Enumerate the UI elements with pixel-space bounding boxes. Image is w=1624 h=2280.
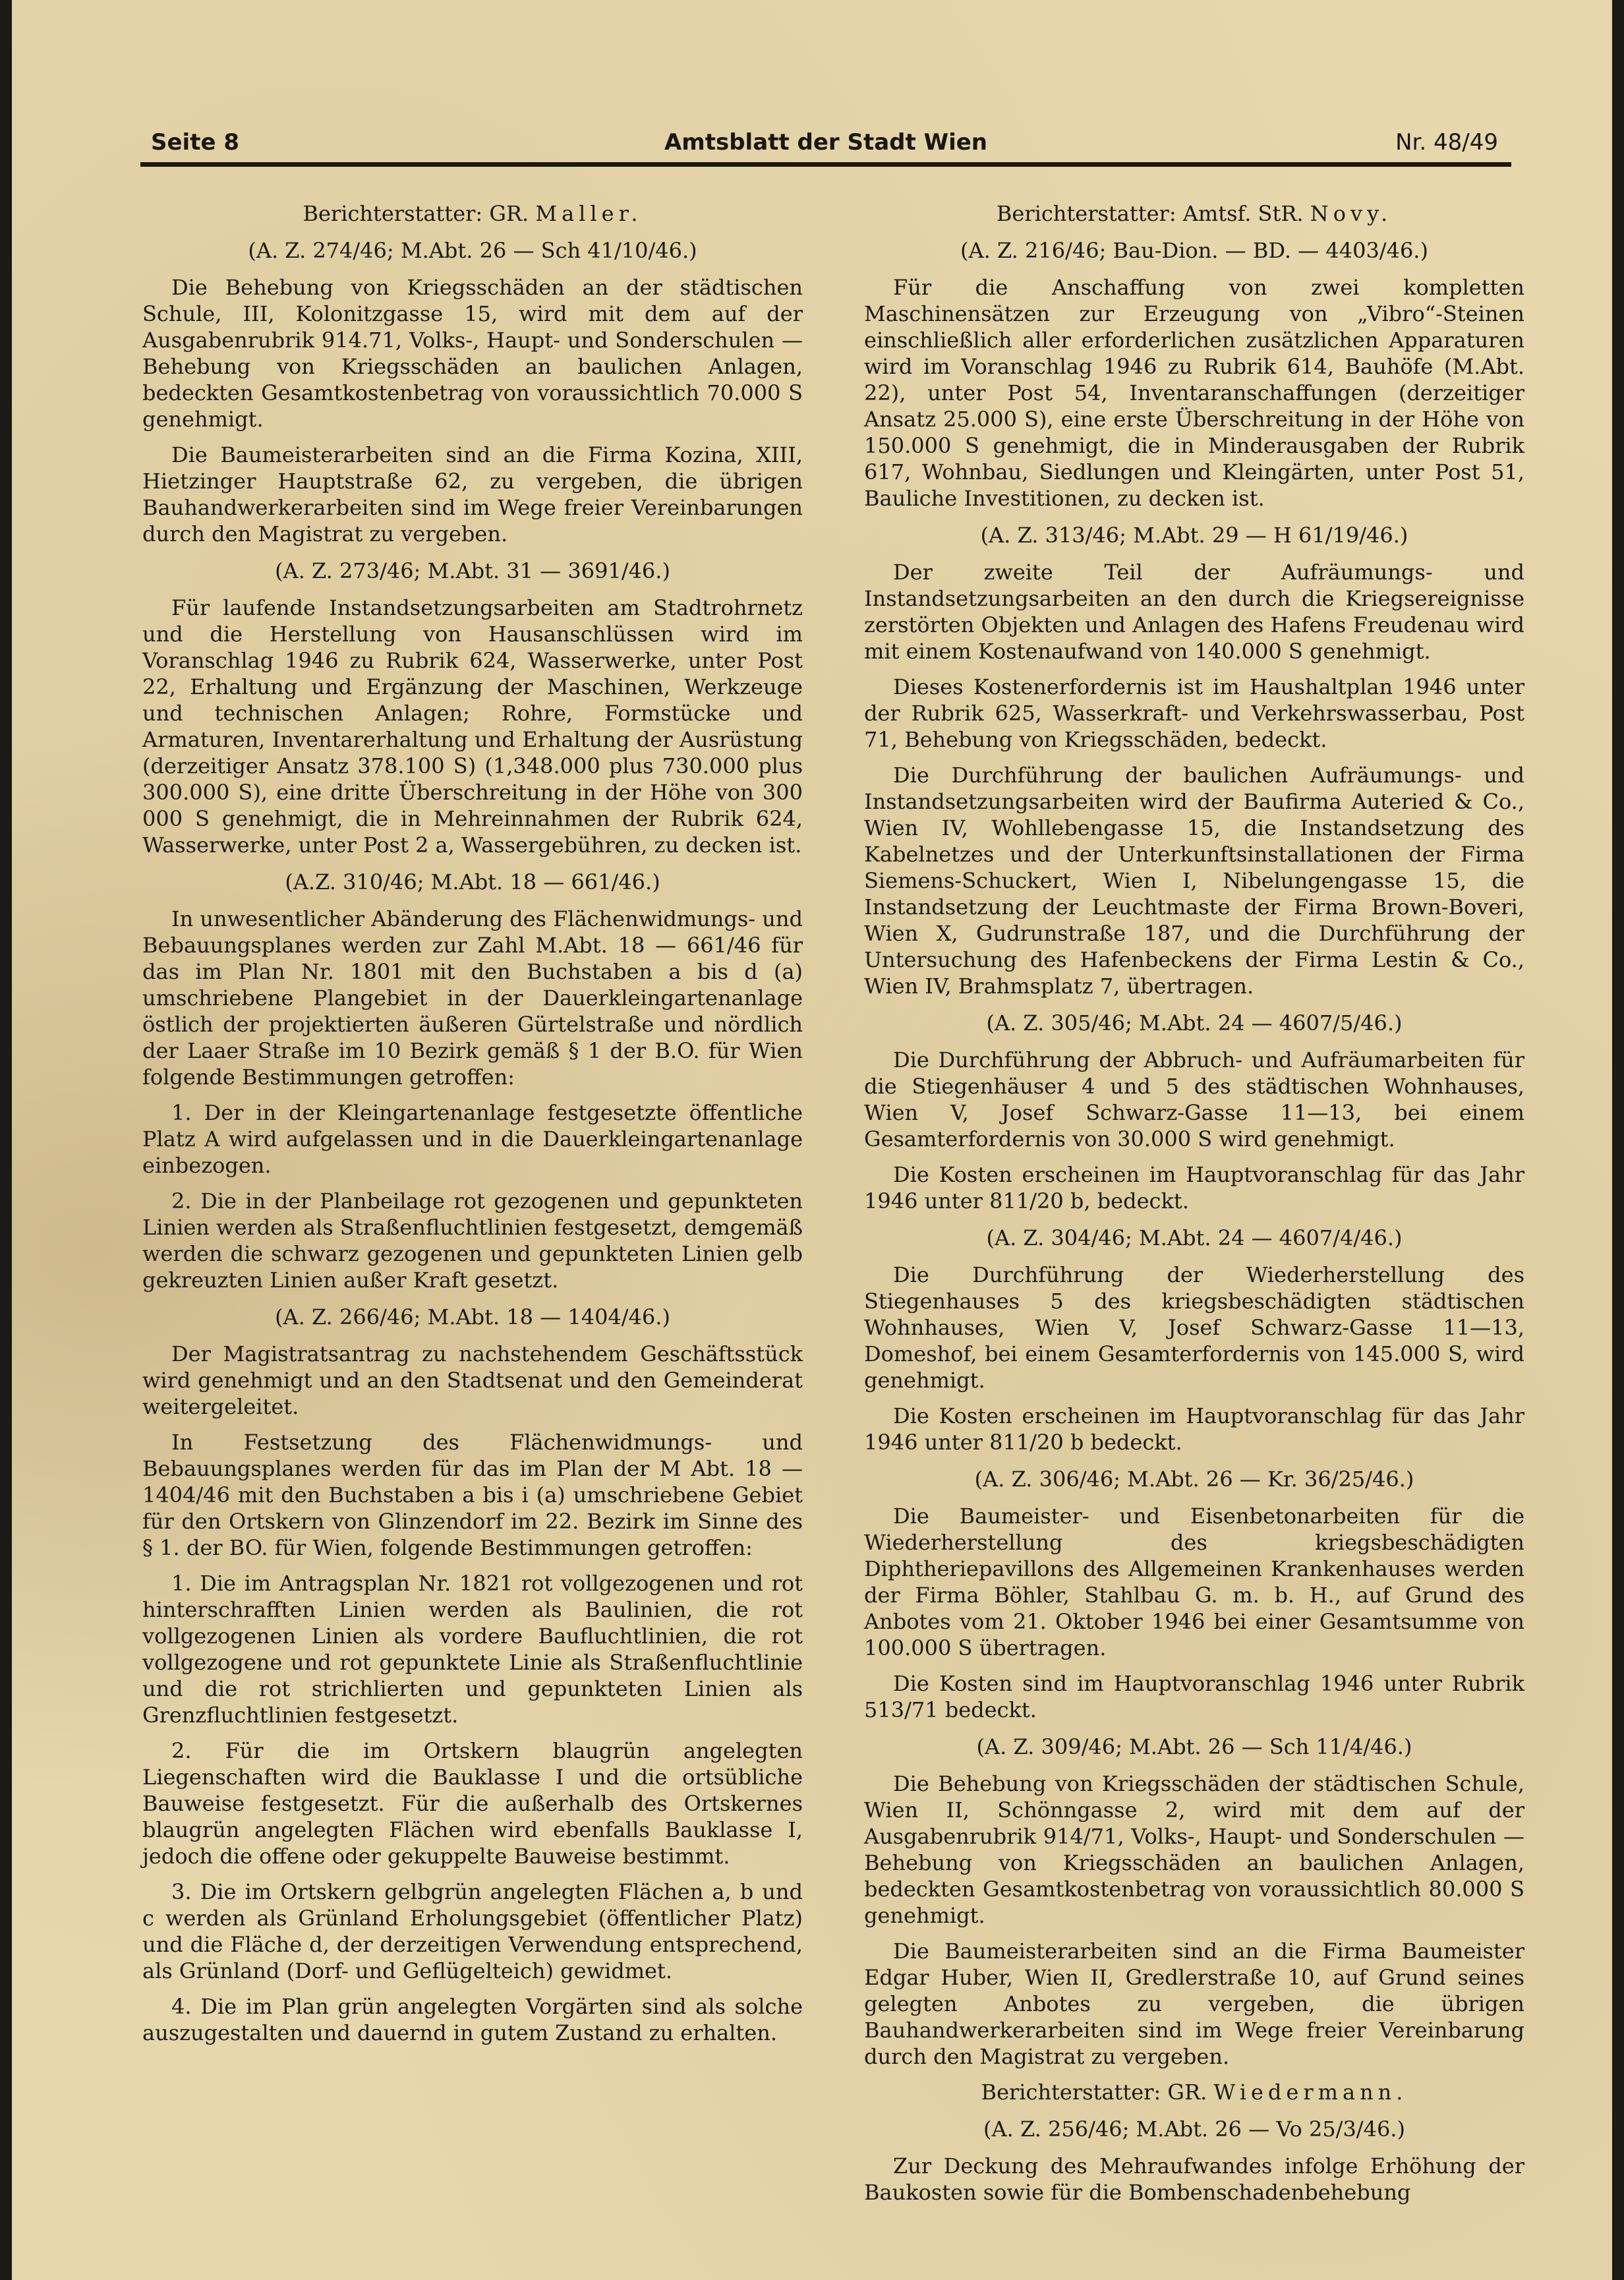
reference-number: (A. Z. 274/46; M.Abt. 26 — Sch 41/10/46.): [248, 238, 697, 263]
paragraph: Der Magistratsantrag zu nachstehendem Geschäftsstück wird genehmigt und an den Stadtsenat und den Gemeinderat weitergeleitet.: [142, 1341, 803, 1419]
paragraph: 1. Die im Antragsplan Nr. 1821 rot vollgezogenen und rot hinterschrafften Linien werden als Baulinien, die rot vollgezogenen Linien als vordere Baufluchtlinien, die rot vollgezogene und rot gepunktete Linie als Straßenfluchtlinie und die rot strichlierten und gepunkteten Linien als Grenzfluchtlinien festgesetzt.: [142, 1571, 803, 1728]
reporter-prefix: Berichterstatter: GR.: [981, 2080, 1207, 2105]
reference-number: (A. Z. 313/46; M.Abt. 29 — H 61/19/46.): [980, 523, 1408, 548]
reference-number: (A. Z. 256/46; M.Abt. 26 — Vo 25/3/46.): [983, 2117, 1405, 2142]
reference-number: (A. Z. 306/46; M.Abt. 26 — Kr. 36/25/46.): [974, 1467, 1414, 1492]
paragraph: Der zweite Teil der Aufräumungs- und Instandsetzungsarbeiten an den durch die Kriegsereignisse zerstörten Objekten und Anlagen des Hafens Freudenau wird mit einem Kostenaufwand von 140.000 S genehmigt.: [864, 560, 1524, 664]
reporter-prefix: Berichterstatter: GR.: [303, 201, 529, 226]
paragraph: In Festsetzung des Flächenwidmungs- und Bebauungsplanes werden für das im Plan der M Abt. 18 — 1404/46 mit den Buchstaben a bis i (a) umschriebene Gebiet für den Ortskern von Glinzendorf im 22. Bezirk im Sinne des § 1. der BO. für Wien, folgende Bestimmungen getroffen:: [142, 1430, 803, 1560]
reporter-prefix: Berichterstatter: Amtsf. StR.: [996, 201, 1304, 226]
header-rule: [140, 162, 1511, 167]
paragraph: Für die Anschaffung von zwei kompletten Maschinensätzen zur Erzeugung von „Vibro“-Steinen einschließlich aller erforderlichen zusätzlichen Apparaturen wird im Voranschlag 1946 zu Rubrik 614, Bauhöfe (M.Abt. 22), unter Post 54, Inventaranschaffungen (derzeitiger Ansatz 25.000 S), eine erste Überschreitung in der Höhe von 150.000 S genehmigt, die in Minderausgaben der Rubrik 617, Wohnbau, Siedlungen und Kleingärten, unter Post 51, Bauliche Investitionen, zu decken ist.: [864, 275, 1524, 511]
right-column: [864, 198, 1524, 2215]
page-number: Seite 8: [151, 129, 240, 156]
reference-number: (A. Z. 305/46; M.Abt. 24 — 4607/5/46.): [986, 1010, 1403, 1036]
paragraph: Die Durchführung der Abbruch- und Aufräumarbeiten für die Stiegenhäuser 4 und 5 des städtischen Wohnhauses, Wien V, Josef Schwarz-Gasse 11—13, bei einem Gesamterfordernis von 30.000 S wird genehmigt.: [864, 1047, 1524, 1152]
reference-number: (A. Z. 273/46; M.Abt. 31 — 3691/46.): [275, 558, 670, 583]
issue-number: Nr. 48/49: [1395, 129, 1498, 156]
paragraph: Die Behebung von Kriegsschäden der städtischen Schule, Wien II, Schönngasse 2, wird mit dem auf der Ausgabenrubrik 914/71, Volks-, Haupt- und Sonderschulen — Behebung von Kriegsschäden an baulichen Anlagen, bedeckten Gesamtkostenbetrag von voraussichtlich 80.000 S genehmigt.: [864, 1771, 1524, 1928]
paragraph: Zur Deckung des Mehraufwandes infolge Erhöhung der Baukosten sowie für die Bombenschadenbehebung: [864, 2153, 1524, 2205]
paragraph: Die Behebung von Kriegsschäden an der städtischen Schule, III, Kolonitzgasse 15, wird mit dem auf der Ausgabenrubrik 914.71, Volks-, Haupt- und Sonderschulen — Behebung von Kriegsschäden an baulichen Anlagen, bedeckten Gesamtkostenbetrag von voraussichtlich 70.000 S genehmigt.: [142, 275, 803, 432]
reference-number: (A. Z. 304/46; M.Abt. 24 — 4607/4/46.): [986, 1225, 1403, 1250]
paragraph: 1. Der in der Kleingartenanlage festgesetzte öffentliche Platz A wird aufgelassen und in die Dauerkleingartenanlage einbezogen.: [142, 1100, 803, 1178]
reference-number: (A. Z. 309/46; M.Abt. 26 — Sch 11/4/46.): [976, 1734, 1412, 1759]
paragraph: Dieses Kostenerfordernis ist im Haushaltplan 1946 unter der Rubrik 625, Wasserkraft- und Verkehrswasserbau, Post 71, Behebung von Kriegsschäden, bedeckt.: [864, 674, 1524, 752]
reporter-line: [864, 2079, 1524, 2105]
paragraph: 4. Die im Plan grün angelegten Vorgärten sind als solche auszugestalten und dauernd in gutem Zustand zu erhalten.: [142, 1994, 803, 2045]
paragraph: Die Kosten erscheinen im Hauptvoranschlag für das Jahr 1946 unter 811/20 b bedeckt.: [864, 1403, 1524, 1455]
reporter-name: Wiedermann.: [1213, 2080, 1408, 2105]
reference-number: (A. Z. 216/46; Bau-Dion. — BD. — 4403/46.): [960, 238, 1428, 263]
paragraph: Die Kosten erscheinen im Hauptvoranschlag für das Jahr 1946 unter 811/20 b, bedeckt.: [864, 1162, 1524, 1213]
paragraph: In unwesentlicher Abänderung des Flächenwidmungs- und Bebauungsplanes werden zur Zahl M.Abt. 18 — 661/46 für das im Plan Nr. 1801 mit den Buchstaben a bis d (a) umschriebene Plangebiet in der Dauerkleingartenanlage östlich der projektierten äußeren Gürtelstraße und nördlich der Laaer Straße im 10 Bezirk gemäß § 1 der B.O. für Wien folgende Bestimmungen getroffen:: [142, 906, 803, 1090]
reporter-line: [142, 200, 803, 227]
reporter-line: [864, 200, 1524, 227]
document-page: [12, 0, 1612, 2280]
reporter-name: Novy.: [1310, 201, 1393, 226]
reference-number: (A.Z. 310/46; M.Abt. 18 — 661/46.): [285, 869, 660, 894]
paragraph: Die Durchführung der baulichen Aufräumungs- und Instandsetzungsarbeiten wird der Baufirma Auteried & Co., Wien IV, Wohllebengasse 15, die Instandsetzung des Kabelnetzes und der Unterkunftsinstallationen der Firma Siemens-Schuckert, Wien I, Nibelungengasse 15, die Instandsetzung der Leuchtmaste der Firma Brown-Boveri, Wien X, Gudrunstraße 187, und die Durchführung der Untersuchung des Hafenbeckens der Firma Lestin & Co., Wien IV, Brahmsplatz 7, übertragen.: [864, 763, 1524, 999]
paragraph: Die Baumeisterarbeiten sind an die Firma Baumeister Edgar Huber, Wien II, Gredlerstraße 10, auf Grund seines gelegten Anbotes zu vergeben, die übrigen Bauhandwerkerarbeiten sind im Wege freier Vereinbarung durch den Magistrat zu vergeben.: [864, 1939, 1524, 2069]
paragraph: Die Baumeister- und Eisenbetonarbeiten für die Wiederherstellung des kriegsbeschädigten Diphtheriepavillons des Allgemeinen Krankenhauses werden der Firma Böhler, Stahlbau G. m. b. H., auf Grund des Anbotes vom 21. Oktober 1946 bei einer Gesamtsumme von 100.000 S übertragen.: [864, 1504, 1524, 1660]
paragraph: Für laufende Instandsetzungsarbeiten am Stadtrohrnetz und die Herstellung von Hausanschlüssen wird im Voranschlag 1946 zu Rubrik 624, Wasserwerke, unter Post 22, Erhaltung und Ergänzung der Maschinen, Werkzeuge und technischen Anlagen; Rohre, Formstücke und Armaturen, Inventarerhaltung und Erhaltung der Ausrüstung (derzeitiger Ansatz 378.100 S) (1,348.000 plus 730.000 plus 300.000 S), eine dritte Überschreitung in der Höhe von 300 000 S genehmigt, die in Mehreinnahmen der Rubrik 624, Wasserwerke, unter Post 2 a, Wassergebühren, zu decken ist.: [142, 595, 803, 858]
left-column: [142, 198, 803, 2055]
paragraph: 2. Für die im Ortskern blaugrün angelegten Liegenschaften wird die Bauklasse I und die ortsübliche Bauweise festgesetzt. Für die außerhalb des Ortskernes blaugrün angelegten Flächen wird ebenfalls Bauklasse I, jedoch die offene oder gekuppelte Bauweise bestimmt.: [142, 1738, 803, 1869]
page-header: [140, 129, 1511, 161]
paragraph: Die Baumeisterarbeiten sind an die Firma Kozina, XIII, Hietzinger Hauptstraße 62, zu vergeben, die übrigen Bauhandwerkerarbeiten sind im Wege freier Vereinbarungen durch den Magistrat zu vergeben.: [142, 442, 803, 546]
reference-number: (A. Z. 266/46; M.Abt. 18 — 1404/46.): [275, 1304, 670, 1330]
paragraph: Die Kosten sind im Hauptvoranschlag 1946 unter Rubrik 513/71 bedeckt.: [864, 1671, 1524, 1722]
reporter-name: Maller.: [535, 201, 643, 226]
paragraph: Die Durchführung der Wiederherstellung des Stiegenhauses 5 des kriegsbeschädigten städtischen Wohnhauses, Wien V, Josef Schwarz-Gasse 11—13, Domeshof, bei einem Gesamterfordernis von 145.000 S, wird genehmigt.: [864, 1262, 1524, 1393]
paragraph: 2. Die in der Planbeilage rot gezogenen und gepunkteten Linien werden als Straßenfluchtlinien festgesetzt, demgemäß werden die schwarz gezogenen und gepunkteten Linien gelb gekreuzten Linien außer Kraft gesetzt.: [142, 1188, 803, 1293]
paragraph: 3. Die im Ortskern gelbgrün angelegten Flächen a, b und c werden als Grünland Erholungsgebiet (öffentlicher Platz) und die Fläche d, der derzeitigen Verwendung entsprechend, als Grünland (Dorf- und Geflügelteich) gewidmet.: [142, 1879, 803, 1983]
publication-title: Amtsblatt der Stadt Wien: [664, 129, 988, 156]
